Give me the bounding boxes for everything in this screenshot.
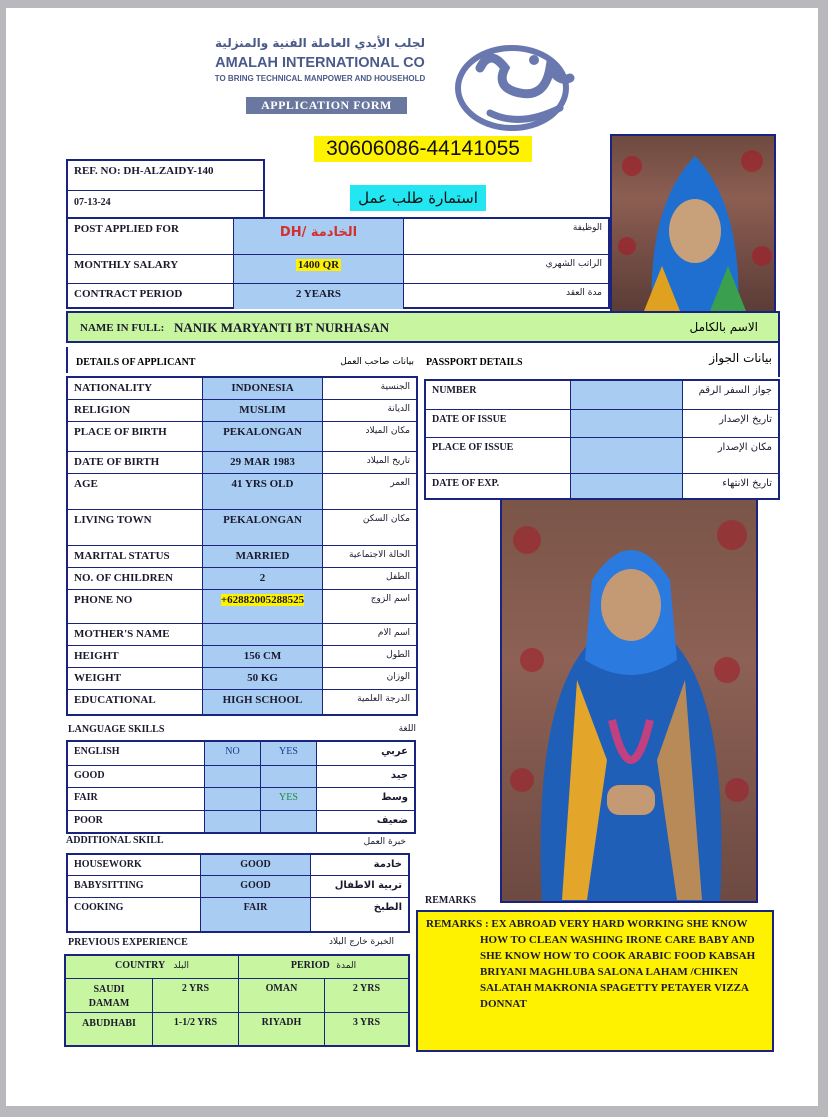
arabic-form-title: استمارة طلب عمل — [350, 185, 486, 211]
language-level-arabic: عربي — [316, 742, 414, 765]
passport-field-arabic: تاريخ الإصدار — [682, 410, 778, 437]
company-arabic-title: لجلب الأيدي العاملة الفنية والمنزلية — [215, 36, 425, 50]
language-no-cell — [204, 811, 260, 833]
passport-field-value — [570, 438, 682, 473]
skill-arabic: تربية الاطفال — [310, 876, 408, 897]
applicant-field-value: PEKALONGAN — [202, 510, 322, 545]
skills-table — [66, 853, 410, 933]
applicant-field-value: 41 YRS OLD — [202, 474, 322, 509]
experience-label: PREVIOUS EXPERIENCE — [68, 937, 188, 948]
passport-arabic-label: بيانات الجواز — [709, 351, 772, 365]
passport-field-arabic: تاريخ الانتهاء — [682, 474, 778, 498]
company-tagline: TO BRING TECHNICAL MANPOWER AND HOUSEHOLD — [214, 74, 426, 83]
country-header-arabic: البلد — [173, 961, 189, 971]
applicant-field-arabic: الوزان — [322, 668, 416, 689]
applicant-field-label: NO. OF CHILDREN — [74, 572, 173, 584]
applicant-field-label: DATE OF BIRTH — [74, 456, 160, 468]
period-header-label: PERIOD — [290, 960, 330, 971]
experience-period: 1-1/2 YRS — [152, 1013, 238, 1045]
applicant-row — [68, 645, 416, 667]
post-value: DH/ الخادمة — [233, 219, 403, 254]
experience-country: ABUDHABI — [82, 1018, 136, 1029]
language-no-cell: NO — [204, 742, 260, 765]
passport-table — [424, 379, 780, 500]
applicant-field-label: PHONE NO — [74, 594, 133, 606]
language-table — [66, 740, 416, 834]
applicant-field-arabic: مكان الميلاد — [322, 422, 416, 451]
skills-arabic-label: خبرة العمل — [363, 837, 406, 847]
applicant-field-value: INDONESIA — [202, 378, 322, 399]
applicant-field-label: EDUCATIONAL — [74, 694, 156, 706]
language-yes-cell: YES — [260, 742, 316, 765]
language-row — [68, 810, 414, 833]
passport-row — [426, 437, 778, 473]
reference-box — [66, 159, 265, 219]
applicant-field-value — [202, 590, 322, 623]
applicant-field-arabic: تاريخ الميلاد — [322, 452, 416, 473]
contract-arabic-label: مدة العقد — [403, 284, 608, 309]
language-no-cell — [204, 788, 260, 810]
applicant-row — [68, 589, 416, 623]
details-header — [66, 347, 420, 373]
passport-field-label: NUMBER — [432, 385, 477, 396]
applicant-field-arabic: اسم الام — [322, 624, 416, 645]
experience-table — [64, 954, 410, 1047]
passport-label: PASSPORT DETAILS — [426, 357, 523, 368]
applicant-field-value: HIGH SCHOOL — [202, 690, 322, 714]
skill-arabic: خادمة — [310, 855, 408, 875]
applicant-row — [68, 509, 416, 545]
language-row — [68, 742, 414, 765]
skill-label: BABYSITTING — [74, 880, 144, 891]
skills-label: ADDITIONAL SKILL — [66, 835, 164, 846]
applicant-field-label: MOTHER'S NAME — [74, 628, 170, 640]
phone-banner: 30606086-44141055 — [314, 136, 532, 162]
passport-field-value — [570, 474, 682, 498]
applicant-row — [68, 667, 416, 689]
name-bar — [66, 311, 780, 343]
applicant-row — [68, 378, 416, 399]
language-level-label: GOOD — [74, 769, 105, 781]
applicant-row — [68, 421, 416, 451]
remarks-section-label: REMARKS — [425, 895, 477, 906]
language-level-arabic: ضعيف — [316, 811, 414, 833]
period-header — [238, 956, 408, 978]
applicant-field-value: PEKALONGAN — [202, 422, 322, 451]
applicant-field-label: HEIGHT — [74, 650, 119, 662]
experience-period-2: 2 YRS — [324, 979, 408, 1012]
experience-period: 2 YRS — [152, 979, 238, 1012]
applicant-field-value: MARRIED — [202, 546, 322, 567]
applicant-field-label: AGE — [74, 478, 98, 490]
skill-row — [68, 897, 408, 931]
passport-field-arabic: مكان الإصدار — [682, 438, 778, 473]
applicant-field-value: 2 — [202, 568, 322, 589]
applicant-field-value: 50 KG — [202, 668, 322, 689]
country-header-label: COUNTRY — [114, 960, 165, 971]
applicant-field-arabic: العمر — [322, 474, 416, 509]
application-form-page — [6, 8, 818, 1106]
applicant-field-arabic: الجنسية — [322, 378, 416, 399]
company-logo — [450, 38, 592, 133]
applicant-portrait-photo — [610, 134, 776, 314]
applicant-row — [68, 399, 416, 421]
passport-header — [422, 343, 780, 377]
applicant-field-value: 29 MAR 1983 — [202, 452, 322, 473]
salary-arabic-label: الراتب الشهري — [403, 255, 608, 283]
passport-field-label: DATE OF ISSUE — [432, 414, 507, 425]
experience-arabic-label: الخبرة خارج البلاد — [329, 937, 394, 947]
passport-field-label: PLACE OF ISSUE — [432, 442, 514, 453]
skill-row — [68, 875, 408, 897]
language-row — [68, 765, 414, 788]
experience-country-2: RIYADH — [238, 1013, 324, 1045]
applicant-row — [68, 567, 416, 589]
applicant-field-label: RELIGION — [74, 404, 131, 416]
applicant-field-label: PLACE OF BIRTH — [74, 426, 167, 438]
language-yes-cell — [260, 811, 316, 833]
language-yes-cell — [260, 766, 316, 788]
applicant-row — [68, 545, 416, 567]
details-label: DETAILS OF APPLICANT — [76, 357, 196, 368]
applicant-field-arabic: مكان السكن — [322, 510, 416, 545]
language-label: LANGUAGE SKILLS — [68, 724, 165, 735]
salary-value: 1400 QR — [297, 259, 340, 271]
job-table — [66, 217, 610, 309]
form-date: 07-13-24 — [74, 197, 111, 208]
applicant-row — [68, 623, 416, 645]
salary-label: MONTHLY SALARY — [74, 259, 179, 271]
company-name: AMALAH INTERNATIONAL CO — [215, 55, 425, 71]
passport-row — [426, 473, 778, 498]
reference-number: REF. NO: DH-ALZAIDY-140 — [74, 165, 214, 177]
experience-row — [66, 1012, 408, 1045]
language-level-label: ENGLISH — [74, 746, 120, 757]
applicant-field-label: WEIGHT — [74, 672, 122, 684]
applicant-field-arabic: الدرجة العلمية — [322, 690, 416, 714]
skill-level: GOOD — [200, 855, 310, 875]
applicant-field-label: LIVING TOWN — [74, 514, 152, 526]
passport-field-value — [570, 381, 682, 409]
language-no-cell — [204, 766, 260, 788]
contract-label: CONTRACT PERIOD — [74, 288, 183, 300]
applicant-field-value — [202, 624, 322, 645]
applicant-field-label: MARITAL STATUS — [74, 550, 170, 562]
remarks-text: REMARKS : EX ABROAD VERY HARD WORKING SHE KNOW HOW TO CLEAN WASHING IRONE CARE BABY AND SHE KNOW HOW TO COOK ARABIC FOOD KABSAH BRIYANI MAGHLUBA SALONA LAHAM /CHIKEN SALATAH MAKRONIA SPAGETTY PETAYER VIZZA DONNAT — [426, 918, 756, 1010]
applicant-full-photo — [500, 498, 758, 903]
name-label: NAME IN FULL: — [80, 322, 165, 334]
post-arabic-label: الوظيفة — [403, 219, 608, 254]
experience-country: SAUDI DAMAM — [88, 984, 130, 1009]
remarks-box — [416, 910, 774, 1052]
applicant-field-value: MUSLIM — [202, 400, 322, 421]
applicant-row — [68, 451, 416, 473]
applicant-field-arabic: الطفل — [322, 568, 416, 589]
language-level-label: POOR — [74, 814, 103, 826]
passport-row — [426, 381, 778, 409]
applicant-table — [66, 376, 418, 716]
language-row — [68, 787, 414, 810]
applicant-field-arabic: اسم الزوج — [322, 590, 416, 623]
applicant-field-arabic: الطول — [322, 646, 416, 667]
form-title-badge: APPLICATION FORM — [246, 97, 407, 114]
post-label: POST APPLIED FOR — [74, 223, 179, 235]
language-yes-cell: YES — [260, 788, 316, 810]
salary-cell — [233, 255, 403, 283]
contract-value: 2 YEARS — [233, 284, 403, 309]
skill-level: GOOD — [200, 876, 310, 897]
experience-row — [66, 978, 408, 1012]
language-level-arabic: وسط — [316, 788, 414, 810]
applicant-full-name: NANIK MARYANTI BT NURHASAN — [174, 320, 390, 335]
language-level-arabic: جيد — [316, 766, 414, 788]
details-arabic-label: بيانات صاحب العمل — [340, 357, 414, 367]
country-header — [66, 956, 238, 978]
logo-mark-icon — [450, 38, 592, 133]
skill-row — [68, 855, 408, 875]
period-header-arabic: المدة — [336, 961, 357, 971]
experience-country-2: OMAN — [238, 979, 324, 1012]
applicant-row — [68, 689, 416, 714]
passport-field-value — [570, 410, 682, 437]
passport-field-label: DATE OF EXP. — [432, 478, 500, 489]
applicant-field-value: 156 CM — [202, 646, 322, 667]
phone-number-value: +62882005288525 — [220, 594, 305, 606]
skill-label: HOUSEWORK — [74, 859, 142, 870]
name-arabic-label: الاسم بالكامل — [689, 320, 758, 334]
applicant-field-label: NATIONALITY — [74, 382, 153, 394]
applicant-field-arabic: الديانة — [322, 400, 416, 421]
applicant-field-arabic: الحالة الاجتماعية — [322, 546, 416, 567]
skill-level: FAIR — [200, 898, 310, 931]
skill-arabic: الطبخ — [310, 898, 408, 931]
applicant-row — [68, 473, 416, 509]
passport-field-arabic: جواز السفر الرقم — [682, 381, 778, 409]
language-level-label: FAIR — [74, 792, 98, 803]
passport-row — [426, 409, 778, 437]
experience-period-2: 3 YRS — [324, 1013, 408, 1045]
language-arabic-label: اللغة — [398, 724, 416, 734]
skill-label: COOKING — [74, 902, 124, 913]
